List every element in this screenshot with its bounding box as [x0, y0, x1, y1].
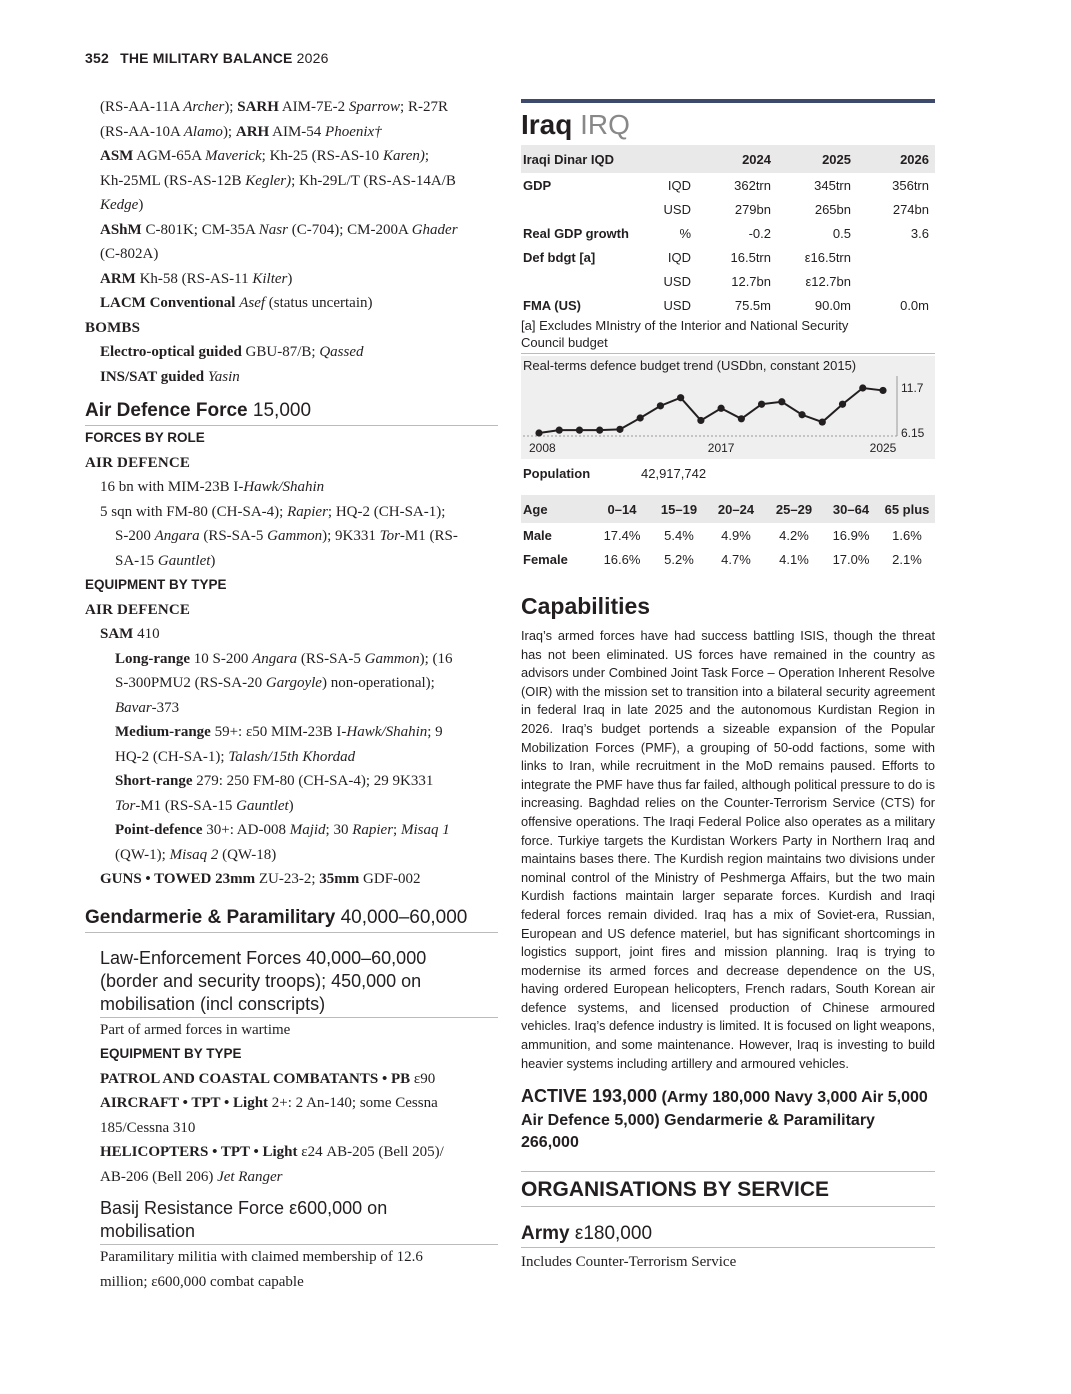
text-run: Kh-25ML (RS-AS-12B [100, 172, 246, 189]
row-label: GDP [523, 177, 552, 193]
table-footnote [521, 317, 935, 354]
text-run: 10 S-200 [190, 650, 253, 667]
section-title: Air Defence Force [85, 400, 248, 421]
bombs-heading: BOMBS [85, 319, 141, 336]
text-run: Kegler) [245, 172, 292, 189]
subsection-strength-detail: (border and security troops); 450,000 on [100, 970, 422, 991]
asm-entry [85, 193, 498, 218]
sam-long-range [85, 647, 498, 672]
text-run: Maverick [205, 148, 262, 164]
text-run: Ghader [411, 221, 458, 238]
section-strength: 15,000 [252, 400, 312, 421]
page-header [85, 50, 329, 66]
header-cell [663, 145, 691, 173]
publication-title: THE MILITARY BALANCE [120, 50, 293, 66]
text-run: ); [222, 123, 236, 140]
subsection-heading [100, 1197, 498, 1245]
text-run: Phoenix† [325, 123, 382, 140]
air-defence-heading: AIR DEFENCE [85, 601, 191, 618]
equipment-heading: EQUIPMENT BY TYPE [100, 1046, 242, 1061]
text-run: ARM [100, 270, 136, 287]
text-run: (RS-AA-10A [100, 123, 184, 140]
sam-long-range [85, 696, 498, 721]
text-run: 30+: AD-008 [202, 822, 290, 838]
table-row [521, 269, 935, 293]
subsection-strength-detail: mobilisation (incl conscripts) [100, 993, 326, 1014]
army-title: Army [521, 1222, 570, 1244]
active-strength [521, 1085, 935, 1155]
text-run: Misaq 2 [169, 846, 219, 863]
chart-title: Real-terms defence budget trend (USDbn, constant 2015) [523, 358, 857, 373]
text-run: AShM [100, 221, 142, 238]
table-cell: 17.0% [832, 551, 870, 567]
data-point [576, 427, 583, 434]
text-run: ; 30 [325, 822, 353, 838]
section-title: Gendarmerie & Paramilitary [85, 906, 336, 928]
header-cell: 2024 [691, 145, 771, 173]
organisations-heading: ORGANISATIONS BY SERVICE [521, 1171, 935, 1207]
data-point [839, 401, 846, 408]
row-label: Male [523, 527, 552, 543]
text-run: Kilter [252, 270, 288, 287]
table-cell: 90.0m [814, 297, 851, 313]
sam-long-range [85, 671, 498, 696]
subsection-strength: ε600,000 on [289, 1198, 388, 1218]
table-cell: ε16.5trn [804, 249, 851, 265]
table-cell [851, 269, 935, 293]
text-run: INS/SAT guided [100, 368, 205, 385]
left-column [85, 95, 498, 1294]
text-run: (RS-SA-5 [199, 528, 268, 544]
text-run: Nasr [258, 221, 288, 238]
table-cell: % [679, 225, 691, 241]
text-run: S-300PMU2 (RS-SA-20 [115, 675, 266, 691]
unit-entry [85, 524, 498, 549]
text-run: Jet Ranger [217, 1168, 283, 1185]
section-strength: 40,000–60,000 [340, 906, 468, 928]
data-point [758, 401, 765, 408]
text-run: PATROL AND COASTAL COMBATANTS • PB [100, 1070, 411, 1087]
army-heading [521, 1221, 935, 1248]
text-run: Hawk/Shahin [243, 479, 325, 495]
text-run: Talash/15th Khordad [228, 748, 356, 765]
text-run: Gargoyle [265, 675, 322, 691]
table-cell: 356trn [892, 177, 929, 193]
country-title [521, 105, 935, 145]
y-tick-label: 11.7 [901, 381, 924, 395]
table-cell [851, 245, 935, 269]
text-run: Point-defence [115, 822, 203, 838]
text-run: AIRCRAFT • TPT • Light [100, 1095, 269, 1111]
text-run: Rapier [287, 503, 328, 520]
table-cell: 17.4% [603, 527, 641, 543]
header-cell: 25–29 [765, 495, 823, 523]
table-cell: 3.6 [910, 225, 929, 241]
x-tick-label: 2017 [707, 441, 735, 455]
air-defence-heading: AIR DEFENCE [85, 454, 191, 471]
header-cell: 15–19 [651, 495, 707, 523]
text-run: AB-206 (Bell 206) [100, 1168, 218, 1185]
text-run: HELICOPTERS • TPT • Light [100, 1144, 298, 1160]
sam-medium-range [85, 745, 498, 770]
text-run: ASM [100, 148, 134, 164]
aircraft-entry [85, 1116, 498, 1141]
capabilities-heading: Capabilities [521, 593, 651, 619]
chart-plot [521, 376, 935, 459]
text-run: Kh-58 (RS-AS-11 [135, 270, 253, 287]
table-cell: 16.6% [603, 551, 641, 567]
sam-point-defence [85, 843, 498, 868]
sam-short-range [85, 794, 498, 819]
text-run: Gauntlet [236, 797, 289, 814]
text-run: Archer [183, 99, 225, 115]
table-header-row [521, 495, 935, 523]
table-cell: -0.2 [748, 225, 771, 241]
population-value: 42,917,742 [641, 466, 707, 481]
table-cell: 5.4% [664, 527, 694, 543]
table-cell: 0.0m [900, 297, 929, 313]
text-run: 2+: 2 An-140; some Cessna [268, 1095, 438, 1111]
text-run: ); (16 [419, 650, 453, 667]
text-run: ; Kh-29L/T (RS-AS-14A/B [291, 172, 456, 189]
section-heading [85, 905, 498, 933]
text-run: (QW-18) [218, 846, 277, 863]
arm-entry [85, 267, 498, 292]
publication-year: 2026 [296, 50, 329, 66]
text-run: C-801K; CM-35A [141, 221, 259, 238]
text-run: ); [224, 99, 238, 115]
lacm-entry [85, 291, 498, 316]
text-run: ; R-27R [400, 99, 448, 115]
text-run: 35mm [319, 871, 360, 887]
unit-entry [85, 500, 498, 525]
text-run: ) [287, 270, 293, 287]
table-row [521, 523, 935, 547]
data-point [535, 429, 542, 436]
row-label [521, 269, 663, 293]
text-run: Gammon [364, 650, 420, 667]
row-label: FMA (US) [523, 297, 582, 313]
army-strength: ε180,000 [574, 1222, 653, 1244]
text-run: ) [210, 552, 216, 569]
text-run: Hawk/Shahin [346, 724, 428, 740]
text-run: Long-range [115, 650, 190, 667]
table-cell: 362trn [734, 177, 771, 193]
text-run: GDF-002 [359, 871, 421, 887]
table-cell: 0.5 [832, 225, 851, 241]
text-run: AIM-54 [269, 123, 326, 140]
text-run: 5 sqn with FM-80 (CH-SA-4); [100, 503, 288, 520]
table-cell: 1.6% [892, 527, 922, 543]
table-header-row [521, 145, 935, 173]
table-row [521, 293, 935, 317]
text-run: ) [138, 197, 144, 213]
text-run: (C-802A) [100, 246, 159, 262]
text-run: 185/Cessna 310 [100, 1119, 196, 1136]
header-cell: 20–24 [707, 495, 765, 523]
text-run: ARH [235, 123, 270, 140]
text-run: Electro-optical guided [100, 344, 242, 360]
text-run: ε24 AB-205 (Bell 205)/ [297, 1144, 444, 1160]
text-run: HQ-2 (CH-SA-1); [115, 748, 229, 765]
header-cell: 2026 [851, 145, 935, 173]
table-cell: 4.9% [721, 527, 751, 543]
data-point [738, 415, 745, 422]
data-point [697, 417, 704, 424]
sam-entry [85, 622, 498, 647]
text-run: (RS-SA-5 [297, 650, 365, 667]
table-row [521, 245, 935, 269]
table-cell: 4.1% [779, 551, 809, 567]
table-cell: 16.9% [832, 527, 870, 543]
header-cell: 30–64 [823, 495, 879, 523]
text-run: Gauntlet [157, 552, 211, 569]
age-table [521, 495, 935, 571]
text-run: Yasin [207, 368, 240, 385]
text-run: Angara [154, 528, 200, 544]
text-run: -M1 (RS-SA-15 [135, 797, 237, 814]
text-run: 410 [133, 626, 160, 642]
x-tick-label: 2008 [529, 441, 556, 455]
text-run: GUNS • TOWED 23mm [100, 871, 256, 887]
ashm-entry [85, 242, 498, 267]
text-run: ; 9 [427, 724, 443, 740]
text-run: -M1 (RS- [399, 528, 458, 544]
aam-line [85, 120, 498, 145]
text-run: Tor [379, 528, 400, 544]
section-heading [85, 398, 498, 426]
data-point [596, 427, 603, 434]
header-cell: 65 plus [879, 495, 935, 523]
active-breakdown: (Army 180,000 Navy 3,000 Air 5,000 Air Defence 5,000) Gendarmerie & Paramilitary 266,000 [521, 1089, 928, 1152]
aam-line [85, 95, 498, 120]
guns-entry [85, 867, 498, 892]
table-cell: 279bn [734, 201, 771, 217]
table-cell: 345trn [814, 177, 851, 193]
text-run: SAM [100, 626, 134, 642]
text-run: ) [288, 797, 294, 814]
economic-table [521, 145, 935, 317]
subsection-title: Law-Enforcement Forces [100, 947, 302, 968]
active-total: ACTIVE 193,000 [521, 1086, 658, 1107]
text-run: -373 [151, 699, 180, 716]
unit-entry [85, 475, 498, 500]
top-rule [521, 99, 935, 103]
page-number: 352 [85, 50, 109, 66]
text-run: 59+: ε50 MIM-23B I- [210, 724, 347, 740]
text-run: ZU-23-2; [255, 871, 320, 887]
text-run: Angara [252, 650, 298, 667]
row-label: Female [523, 551, 568, 567]
text-run: (C-704); CM-200A [287, 221, 412, 238]
text-run: SA-15 [115, 552, 158, 569]
data-point [616, 426, 623, 433]
helicopter-entry [85, 1140, 498, 1165]
forces-by-role-heading: FORCES BY ROLE [85, 430, 205, 445]
ashm-entry [85, 218, 498, 243]
footnote-line: [a] Excludes MInistry of the Interior and National Security [521, 318, 849, 333]
row-label: Real GDP growth [523, 225, 629, 241]
text-run: 16 bn with MIM-23B I- [100, 479, 244, 495]
population-label: Population [523, 466, 591, 481]
text-run: Qassed [319, 344, 364, 360]
table-cell: USD [663, 201, 691, 217]
right-column [521, 99, 935, 1274]
x-tick-label: 2025 [869, 441, 897, 455]
text-run: Alamo [183, 123, 223, 140]
text-run: AGM-65A [133, 148, 206, 164]
text-run: LACM Conventional [100, 295, 236, 311]
text-run: Kedge [100, 197, 139, 213]
asm-entry [85, 169, 498, 194]
text-run: ε90 [410, 1070, 436, 1087]
equipment-heading: EQUIPMENT BY TYPE [85, 577, 227, 592]
header-cell: 0–14 [593, 495, 651, 523]
eo-entry [85, 340, 498, 365]
text-run: (QW-1); [115, 846, 170, 863]
unit-entry [85, 549, 498, 574]
subsection-description: million; ε600,000 combat capable [100, 1273, 304, 1290]
subsection-title: Basij Resistance Force [100, 1198, 285, 1218]
table-row [521, 547, 935, 571]
table-cell: 265bn [814, 201, 851, 217]
table-cell: 5.2% [664, 551, 694, 567]
table-cell: 4.7% [721, 551, 751, 567]
subsection-strength: 40,000–60,000 [306, 947, 427, 968]
aircraft-entry [85, 1091, 498, 1116]
subsection-strength-detail: mobilisation [100, 1221, 196, 1241]
text-run: Misaq 1 [400, 822, 450, 838]
table-cell: 75.5m [734, 297, 771, 313]
text-run: 279: 250 FM-80 (CH-SA-4); 29 9K331 [192, 773, 434, 789]
country-code: IRQ [580, 109, 630, 140]
text-run: Tor [115, 797, 136, 814]
helicopter-entry [85, 1165, 498, 1190]
text-run: ; [393, 822, 401, 838]
text-run: AIM-7E-2 [278, 99, 349, 115]
capabilities-text: Iraq’s armed forces have had success battling ISIS, though the threat has not been eliminated. US forces have remained in the country as advisors under Combined Joint Task Force – Operation Inherent Resolve (OIR) with the mission set to transition into a bilateral security agreement in federal Iraq in late 2025 and the autonomous Kurdistan Region in 2026. Iraq’s budget portends a sizeable expansion of the Popular Mobilization Forces (PMF), a grouping of 50-odd factions, some with links to Iran, while recruitment in the MoD remains paused. Efforts to integrate the PMF have thus far failed, although political pressure to do is increasing. Baghdad relies on the Counter-Terrorism Service (CTS) for offensive operations. The Iraqi Federal Police also operates as a military force. Turkiye targets the Kurdistan Workers Party in Northern Iraq and maintains bases there. The Kurdish region maintains two divisions under nominal control of the Ministry of Peshmerga Affairs, but the two main Kurdish factions maintain larger separate forces. Kurdish and Iraqi federal forces remain divided. Iraq has a mix of Soviet-era, Russian, European and US defence materiel, but has significant shortcomings in logistics support, joint fires and mission planning. Iraq is trying to modernise its armed forces and decrease dependence on the US, having ordered European helicopters, French radars, South Korean air defence systems, and licensed production of Chinese armoured vehicles. Iraq’s defence industry is limited. It is focused on light weapons, ammunition, and some maintenance. However, Iraq is investing to build heavier systems including artillery and armoured vehicles. [521, 628, 935, 1071]
text-run: Rapier [352, 822, 394, 838]
table-cell: 2.1% [892, 551, 922, 567]
data-point [657, 402, 664, 409]
text-run: ; HQ-2 (CH-SA-1); [327, 503, 446, 520]
subsection-heading [100, 947, 498, 1018]
subsection-description: Paramilitary militia with claimed membership of 12.6 [100, 1249, 423, 1265]
text-run: GBU-87/B; [241, 344, 320, 360]
table-cell: ε12.7bn [805, 273, 851, 289]
data-point [778, 398, 785, 405]
text-run: S-200 [115, 528, 155, 544]
text-run: (status uncertain) [265, 295, 373, 311]
table-cell: IQD [667, 177, 691, 193]
army-description: Includes Counter-Terrorism Service [521, 1253, 737, 1270]
table-cell: IQD [667, 249, 691, 265]
data-point [556, 427, 563, 434]
table-cell: USD [663, 297, 691, 313]
table-cell: USD [663, 273, 691, 289]
text-run: Gammon [267, 528, 323, 544]
text-run: ); 9K331 [322, 528, 380, 544]
text-run: Bavar [115, 699, 152, 716]
ins-entry [85, 365, 498, 390]
text-run: SARH [237, 99, 279, 115]
sam-medium-range [85, 720, 498, 745]
data-point [637, 414, 644, 421]
table-row [521, 173, 935, 197]
data-point [819, 418, 826, 425]
text-run: Karen) [382, 148, 425, 164]
patrol-entry [85, 1067, 498, 1092]
header-cell: 2025 [771, 145, 851, 173]
text-run: (RS-AA-11A [100, 99, 184, 115]
table-row [521, 221, 935, 245]
data-point [798, 411, 805, 418]
row-label: Def bdgt [a] [523, 249, 596, 265]
subsection-description: Part of armed forces in wartime [100, 1021, 291, 1038]
country-name: Iraq [521, 109, 573, 140]
text-run: ) non-operational); [321, 675, 435, 691]
row-label [521, 197, 663, 221]
table-cell: 12.7bn [731, 273, 771, 289]
table-row [521, 197, 935, 221]
y-tick-label: 6.15 [901, 426, 925, 440]
text-run: Short-range [115, 773, 193, 789]
text-run: Asef [239, 295, 266, 311]
sam-point-defence [85, 818, 498, 843]
table-cell: 274bn [892, 201, 929, 217]
text-run: Medium-range [115, 724, 211, 740]
header-cell: Age [521, 495, 593, 523]
header-cell: Iraqi Dinar IQD [521, 145, 663, 173]
table-cell: 4.2% [779, 527, 809, 543]
text-run: ; Kh-25 (RS-AS-10 [261, 148, 383, 164]
sam-short-range [85, 769, 498, 794]
data-point [859, 384, 866, 391]
table-cell: 16.5trn [730, 249, 771, 265]
text-run: ; [424, 148, 430, 164]
data-point [879, 387, 886, 394]
text-run: Sparrow [348, 99, 401, 115]
text-run: Majid [289, 822, 326, 838]
data-point [718, 405, 725, 412]
asm-entry [85, 144, 498, 169]
data-point [677, 394, 684, 401]
budget-trend-chart [521, 356, 935, 459]
footnote-line: Council budget [521, 335, 608, 350]
series-line [539, 388, 883, 433]
